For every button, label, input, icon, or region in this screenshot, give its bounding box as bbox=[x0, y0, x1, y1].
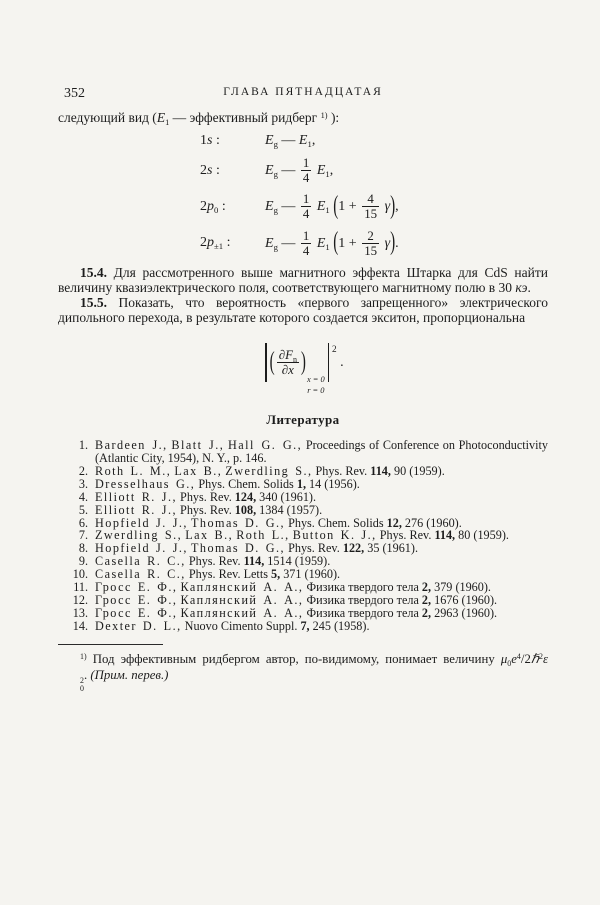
reference-text: Casella R. C., Phys. Rev. 114, 1514 (1959). bbox=[95, 554, 331, 569]
reference-text: Roth L. M., Lax B., Zwerdling S., Phys. Rev. 114, 90 (1959). bbox=[95, 463, 445, 478]
reference-text: Гросс Е. Ф., Каплянский А. А., Физика твердого тела 2, 1676 (1960). bbox=[95, 593, 498, 608]
reference-number: 3. bbox=[78, 476, 88, 491]
reference-number: 11. bbox=[73, 580, 88, 595]
equation-label: $2p_0$ : bbox=[200, 198, 226, 215]
intro-text: следующий вид ($E_1$ — эффективный ридберг $^{1)}$ ): bbox=[58, 110, 340, 127]
page-number: 352 bbox=[64, 86, 85, 101]
big-paren: ) bbox=[390, 229, 396, 258]
footnote-marker: 1) bbox=[80, 651, 87, 661]
translator-footnote: $^{1)}$ Под эффективным ридбергом автор, по-видимому, понимает величину $\mu_0e^4/2\hbar^2\varepsilon$ 2 0 . (Прим. перев.) bbox=[80, 651, 548, 694]
reference-number: 8. bbox=[78, 541, 88, 556]
reference-number: 7. bbox=[78, 528, 88, 543]
reference-item bbox=[58, 439, 548, 465]
reference-text: Zwerdling S., Lax B., Roth L., Button K. J., Phys. Rev. 114, 80 (1959). bbox=[95, 528, 509, 543]
equation-formula: $E_g$ — $\frac{1}{4}$ $E_1$ (1 + $\frac{2}{15}$ γ). bbox=[265, 228, 399, 258]
vertical-bar bbox=[265, 343, 266, 382]
equation-formula: $E_g$ — $\frac{1}{4}$ $E_1$, bbox=[265, 156, 334, 186]
big-paren: ) bbox=[390, 192, 396, 221]
vertical-bar bbox=[328, 343, 329, 382]
reference-number: 14. bbox=[72, 618, 88, 633]
reference-text: Dresselhaus G., Phys. Chem. Solids 1, 14 (1956). bbox=[95, 476, 360, 491]
fraction: $\frac{1}{4}$ bbox=[302, 192, 310, 222]
fraction: $\frac{1}{4}$ bbox=[302, 156, 310, 186]
reference-text: Гросс Е. Ф., Каплянский А. А., Физика твердого тела 2, 2963 (1960). bbox=[95, 606, 498, 620]
problem-15-4: 15.4. Для рассмотренного выше магнитного эффекта Штарка для CdS найти величину квазиэлектрического поля, соответствующего магнитному полю в 30 кэ. bbox=[58, 264, 548, 295]
fraction: $\frac{1}{4}$ bbox=[302, 228, 310, 258]
reference-text: Гросс Е. Ф., Каплянский А. А., Физика твердого тела 2, 379 (1960). bbox=[95, 580, 491, 595]
reference-number: 4. bbox=[78, 489, 88, 504]
reference-text: Hopfield J. J., Thomas D. G., Phys. Rev. 122, 35 (1961). bbox=[95, 541, 418, 556]
reference-number: 5. bbox=[78, 502, 88, 517]
equation-formula: $E_g$ — $\frac{1}{4}$ $E_1$ (1 + $\frac{4}{15}$ γ), bbox=[265, 192, 399, 222]
reference-text: Elliott R. J., Phys. Rev. 124, 340 (1961). bbox=[95, 489, 317, 504]
reference-text: Dexter D. L., Nuovo Cimento Suppl. 7, 245 (1958). bbox=[95, 618, 370, 633]
footnote-rule bbox=[58, 644, 163, 645]
page-content bbox=[58, 86, 548, 694]
reference-text: Casella R. C., Phys. Rev. Letts 5, 371 (1960). bbox=[95, 567, 341, 582]
reference-text: Bardeen J., Blatt J., Hall G. G., Proceedings of Conference on Photoconductivity (Atlantic City, 1954), N. Y., p. 146. bbox=[95, 438, 549, 465]
problem-15-5: 15.5. Показать, что вероятность «первого запрещенного» электрического дипольного перехода, в результате которого создается экситон, пропорциональна bbox=[58, 295, 548, 325]
reference-number: 9. bbox=[78, 554, 88, 569]
equation-row bbox=[58, 192, 548, 221]
reference-text: Hopfield J. J., Thomas D. G., Phys. Chem. Solids 12, 276 (1960). bbox=[95, 515, 462, 530]
reference-number: 13. bbox=[72, 606, 88, 620]
equation-row bbox=[58, 229, 548, 258]
evaluated-at-subscript: x = 0 r = 0 bbox=[306, 375, 325, 395]
derivative-probability-formula: ( $\frac{\partial F_n}{\partial x}$ ) x = 0 r = 0 $^2$ . bbox=[58, 343, 548, 396]
reference-item bbox=[58, 620, 548, 633]
big-paren: ( bbox=[269, 348, 275, 377]
fraction: $\frac{2}{15}$ bbox=[364, 228, 378, 258]
reference-number: 12. bbox=[72, 593, 88, 608]
reference-number: 10. bbox=[72, 567, 88, 582]
literature-heading: Литература bbox=[266, 412, 340, 428]
reference-list bbox=[58, 439, 548, 633]
reference-number: 6. bbox=[78, 515, 88, 530]
equation-label: 1s : bbox=[200, 133, 220, 148]
fraction: $\frac{4}{15}$ bbox=[364, 192, 378, 222]
equation-formula: $E_g$ — $E_1$, bbox=[265, 133, 316, 150]
equation-row bbox=[58, 133, 548, 149]
big-paren: ) bbox=[300, 348, 306, 377]
equation-row bbox=[58, 156, 548, 185]
reference-number: 2. bbox=[78, 463, 88, 478]
reference-number: 1. bbox=[78, 438, 88, 453]
equation-label: $2p_{\pm 1}$ : bbox=[200, 235, 231, 252]
reference-text: Elliott R. J., Phys. Rev. 108, 1384 (1957). bbox=[95, 502, 323, 517]
big-paren: ( bbox=[333, 229, 339, 258]
equation-label: 2s : bbox=[200, 162, 220, 178]
big-paren: ( bbox=[333, 192, 339, 221]
rydberg-equations-block bbox=[58, 133, 548, 258]
fraction: $\frac{\partial F_n}{\partial x}$ bbox=[278, 348, 297, 378]
page-header bbox=[58, 86, 548, 104]
running-head: ГЛАВА ПЯТНАДЦАТАЯ bbox=[223, 86, 383, 98]
